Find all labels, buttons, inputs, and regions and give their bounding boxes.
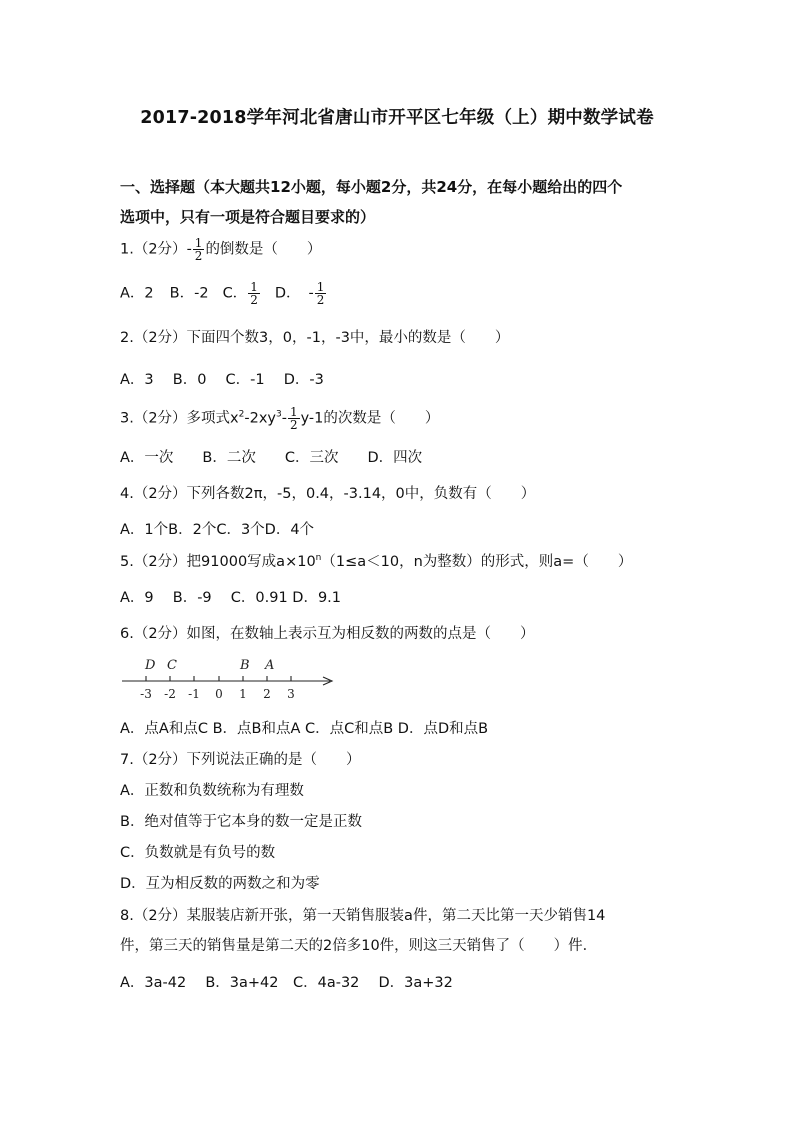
q4-options: A．1个B．2个C．3个D．4个 — [120, 522, 315, 538]
q2-options: A．3 B．0 C．-1 D．-3 — [120, 372, 324, 388]
tick-label: 2 — [263, 687, 271, 701]
q6-options: A．点A和点C B．点B和点A C．点C和点B D．点D和点B — [120, 721, 489, 737]
q8-options: A．3a-42 B．3a+42 C．4a-32 D．3a+32 — [120, 975, 453, 991]
q5-options: A．9 B．-9 C．0.91 D．9.1 — [120, 590, 342, 606]
point-label-a: A — [265, 658, 275, 673]
page-title: 2017-2018学年河北省唐山市开平区七年级（上）期中数学试卷 — [140, 108, 654, 128]
q1-options — [120, 281, 327, 306]
q3-frac-den: 2 — [289, 418, 298, 432]
point-label-b: B — [240, 658, 250, 673]
q1-option-b: B．-2 — [169, 285, 209, 302]
question-7: 7.（2分）下列说法正确的是（ ） — [120, 752, 361, 768]
q1-option-c-den: 2 — [250, 293, 258, 307]
question-8-line2: 件，第三天的销售量是第二天的2倍多10件，则这三天销售了（ ）件． — [120, 938, 598, 954]
q1-prefix: 1.（2分） — [120, 241, 187, 258]
q7-option-b: B．绝对值等于它本身的数一定是正数 — [120, 814, 362, 830]
question-1 — [120, 237, 321, 262]
q3-exponent-2: 3 — [276, 409, 282, 420]
q1-option-d-fraction — [315, 281, 327, 306]
q3-fraction — [288, 406, 300, 431]
q3-stem-c: - — [281, 410, 287, 427]
q5-stem-a: 5.（2分）把91000写成a×10 — [120, 554, 316, 570]
section-heading-line2: 选项中，只有一项是符合题目要求的） — [120, 208, 376, 226]
tick-label: 0 — [215, 687, 223, 701]
tick-label: -3 — [140, 687, 152, 701]
question-6: 6.（2分）如图，在数轴上表示互为相反数的两数的点是（ ） — [120, 626, 535, 642]
tick-label: -2 — [164, 687, 176, 701]
number-line-figure — [118, 652, 342, 706]
tick-label: -1 — [188, 687, 200, 701]
question-8-line1: 8.（2分）某服装店新开张，第一天销售服装a件，第二天比第一天少销售14 — [120, 908, 606, 924]
q1-frac-den: 2 — [194, 249, 203, 263]
q7-option-d: D．互为相反数的两数之和为零 — [120, 876, 320, 892]
q3-stem-d: y-1的次数是（ ） — [300, 410, 440, 427]
q1-frac-num: 1 — [194, 236, 203, 250]
q5-stem-b: （1≤a＜10，n为整数）的形式，则a=（ ） — [321, 554, 633, 570]
q3-stem-b: -2xy — [244, 410, 276, 427]
point-label-c: C — [167, 658, 177, 673]
q7-option-a: A．正数和负数统称为有理数 — [120, 783, 304, 799]
q3-stem-a: 3.（2分）多项式x — [120, 410, 239, 427]
question-4: 4.（2分）下列各数2π，-5，0.4，-3.14，0中，负数有（ ） — [120, 486, 536, 502]
q1-sign: - — [186, 241, 192, 258]
tick-label: 3 — [287, 687, 295, 701]
q1-option-d-den: 2 — [316, 293, 325, 307]
q5-exponent: n — [315, 553, 322, 563]
question-3 — [120, 406, 439, 431]
q1-option-c-num: 1 — [250, 280, 258, 294]
question-5 — [120, 550, 632, 571]
q1-stem-rest: 的倒数是（ ） — [205, 241, 322, 258]
q1-option-a: A．2 — [120, 285, 154, 302]
q3-exponent-1: 2 — [238, 409, 245, 420]
section-heading-line1: 一、选择题（本大题共12小题，每小题2分，共24分，在每小题给出的四个 — [120, 178, 623, 196]
number-line-ticks — [146, 676, 291, 681]
question-2: 2.（2分）下面四个数3，0，-1，-3中，最小的数是（ ） — [120, 330, 510, 346]
q1-option-d-num: 1 — [316, 280, 325, 294]
q1-option-c-label: C． — [222, 285, 248, 302]
q7-option-c: C．负数就是有负号的数 — [120, 845, 276, 861]
q3-frac-num: 1 — [289, 405, 298, 419]
q1-option-c-fraction — [248, 281, 260, 306]
q1-option-d-label: D． — [274, 285, 301, 302]
tick-label: 1 — [239, 687, 247, 701]
q1-option-d-sign: - — [308, 285, 314, 302]
q1-fraction — [193, 237, 205, 262]
point-label-d: D — [145, 658, 156, 673]
q3-options: A．一次 B．二次 C．三次 D．四次 — [120, 450, 423, 466]
